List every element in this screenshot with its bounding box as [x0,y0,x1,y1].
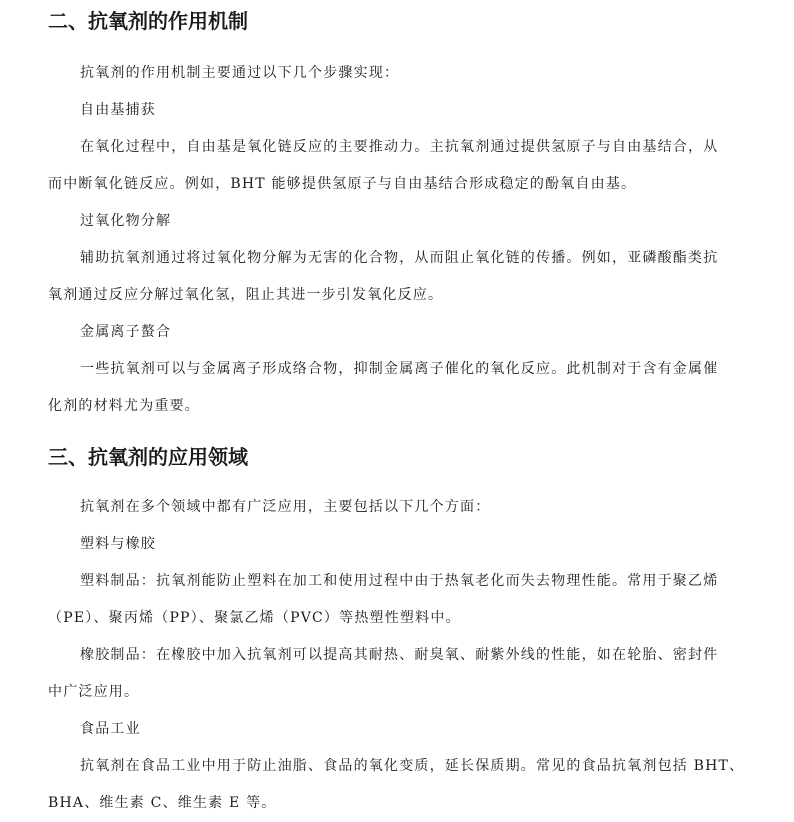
subsection-title-chelation: 金属离子螯合 [80,324,172,340]
peroxide-paragraph [48,240,774,314]
subsection-title-peroxide: 过氧化物分解 [80,213,172,229]
paragraph-line: 辅助抗氧剂通过将过氧化物分解为无害的化合物，从而阻止氧化链的传播。例如，亚磷酸酯类抗 [80,250,719,266]
paragraph-line: （PE）、聚丙烯（PP）、聚氯乙烯（PVC）等热塑性塑料中。 [48,610,461,626]
section-heading-mechanism: 二、抗氧剂的作用机制 [48,9,248,33]
food-industry-paragraph [48,748,774,822]
plastics-paragraph [48,563,774,637]
chelation-paragraph [48,351,774,425]
paragraph-line: 塑料制品：抗氧剂能防止塑料在加工和使用过程中由于热氧老化而失去物理性能。常用于聚乙烯 [80,573,719,589]
mechanism-intro: 抗氧剂的作用机制主要通过以下几个步骤实现： [80,65,400,81]
paragraph-line: BHA、维生素 C、维生素 E 等。 [48,795,277,811]
section-heading-applications: 三、抗氧剂的应用领域 [48,445,248,469]
paragraph-line: 而中断氧化链反应。例如，BHT 能够提供氢原子与自由基结合形成稳定的酚氧自由基。 [48,176,637,192]
free-radical-paragraph [48,129,774,203]
paragraph-line: 中广泛应用。 [48,684,140,700]
paragraph-line: 化剂的材料尤为重要。 [48,398,200,414]
subsection-title-free-radical: 自由基捕获 [80,102,156,118]
paragraph-line: 氧剂通过反应分解过氧化氢，阻止其进一步引发氧化反应。 [48,287,444,303]
rubber-paragraph [48,637,774,711]
paragraph-line: 橡胶制品：在橡胶中加入抗氧剂可以提高其耐热、耐臭氧、耐紫外线的性能，如在轮胎、密封件 [80,647,719,663]
paragraph-line: 一些抗氧剂可以与金属离子形成络合物，抑制金属离子催化的氧化反应。此机制对于含有金属催 [80,361,719,377]
applications-intro: 抗氧剂在多个领域中都有广泛应用，主要包括以下几个方面： [80,499,491,515]
paragraph-line: 抗氧剂在食品工业中用于防止油脂、食品的氧化变质，延长保质期。常见的食品抗氧剂包括 BHT、 [80,758,745,774]
subsection-title-plastics-rubber: 塑料与橡胶 [80,536,156,552]
subsection-title-food-industry: 食品工业 [80,721,141,737]
paragraph-line: 在氧化过程中，自由基是氧化链反应的主要推动力。主抗氧剂通过提供氢原子与自由基结合，从 [80,139,719,155]
